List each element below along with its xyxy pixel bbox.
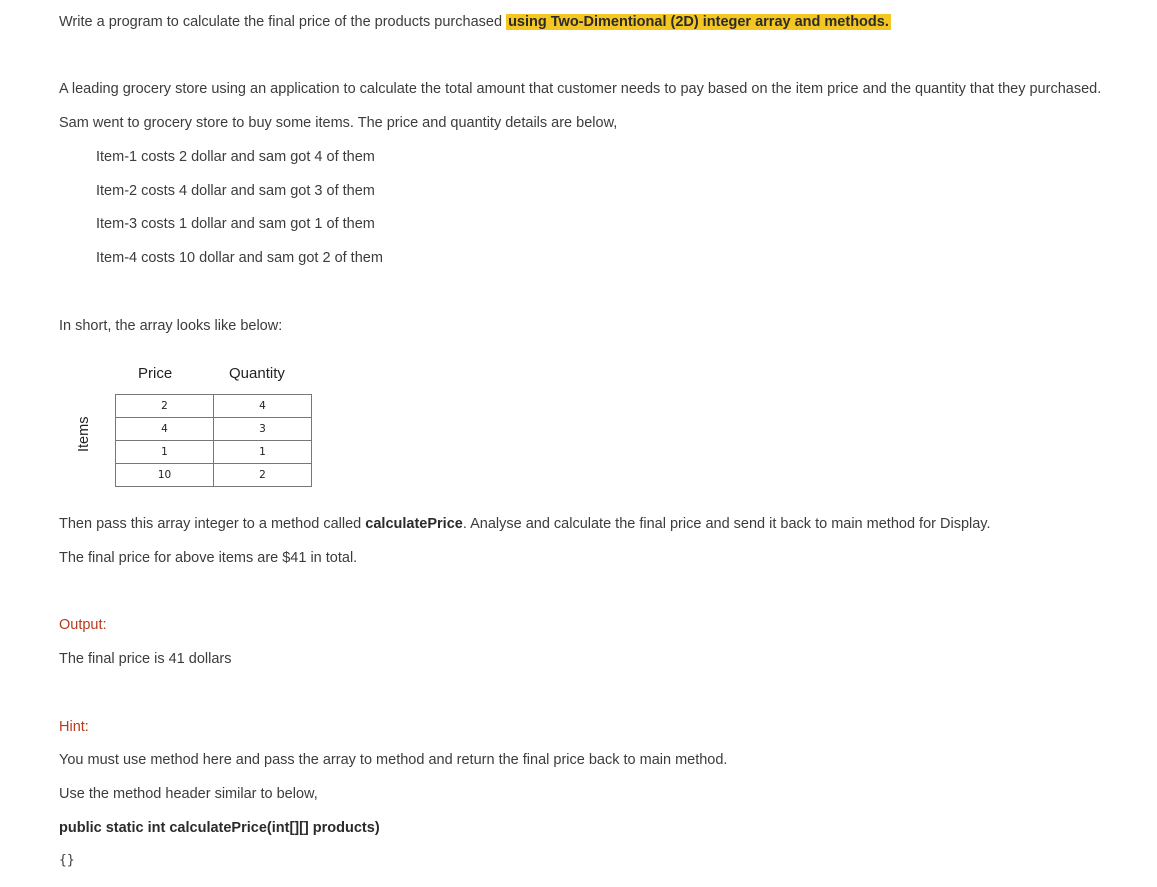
- method-name: calculatePrice: [365, 516, 463, 532]
- hint-label: Hint:: [59, 719, 89, 735]
- quantity-cell: 1: [214, 441, 312, 464]
- intro-line-2: Sam went to grocery store to buy some items. The price and quantity details are below,: [59, 115, 618, 131]
- quantity-cell: 4: [214, 395, 312, 418]
- item-line-2: Item-2 costs 4 dollar and sam got 3 of them: [96, 183, 375, 199]
- table-row: [116, 464, 312, 487]
- output-label: Output:: [59, 617, 107, 633]
- title-line: [59, 14, 891, 30]
- item-line-3: Item-3 costs 1 dollar and sam got 1 of them: [96, 216, 375, 232]
- quantity-column-header: Quantity: [229, 365, 285, 382]
- method-signature: public static int calculatePrice(int[][] products): [59, 820, 380, 836]
- quantity-cell: 2: [214, 464, 312, 487]
- title-highlight: using Two-Dimentional (2D) integer array and methods.: [508, 14, 889, 30]
- hint-line-2: Use the method header similar to below,: [59, 786, 318, 802]
- array-table: [115, 394, 312, 487]
- instructions-line: [59, 516, 991, 532]
- title-text: Write a program to calculate the final price of the products purchased: [59, 14, 507, 30]
- method-braces: {}: [59, 853, 75, 868]
- price-cell: 4: [116, 418, 214, 441]
- quantity-cell: 3: [214, 418, 312, 441]
- price-cell: 10: [116, 464, 214, 487]
- item-line-1: Item-1 costs 2 dollar and sam got 4 of them: [96, 149, 375, 165]
- table-row: [116, 418, 312, 441]
- instructions-suffix: . Analyse and calculate the final price and send it back to main method for Display.: [462, 516, 991, 532]
- output-text: The final price is 41 dollars: [59, 651, 232, 667]
- array-intro: In short, the array looks like below:: [59, 318, 283, 334]
- item-line-4: Item-4 costs 10 dollar and sam got 2 of them: [96, 250, 383, 266]
- instructions-prefix: Then pass this array integer to a method called: [59, 516, 366, 532]
- table-row: [116, 441, 312, 464]
- intro-line-1: A leading grocery store using an application to calculate the total amount that customer needs to pay based on the item price and the quantity that they purchased.: [59, 81, 1102, 97]
- price-cell: 1: [116, 441, 214, 464]
- total-line: The final price for above items are $41 in total.: [59, 550, 358, 566]
- price-cell: 2: [116, 395, 214, 418]
- price-column-header: Price: [138, 365, 173, 382]
- hint-line-1: You must use method here and pass the array to method and return the final price back to main method.: [59, 752, 728, 768]
- table-row: [116, 395, 312, 418]
- items-row-label: Items: [76, 416, 92, 452]
